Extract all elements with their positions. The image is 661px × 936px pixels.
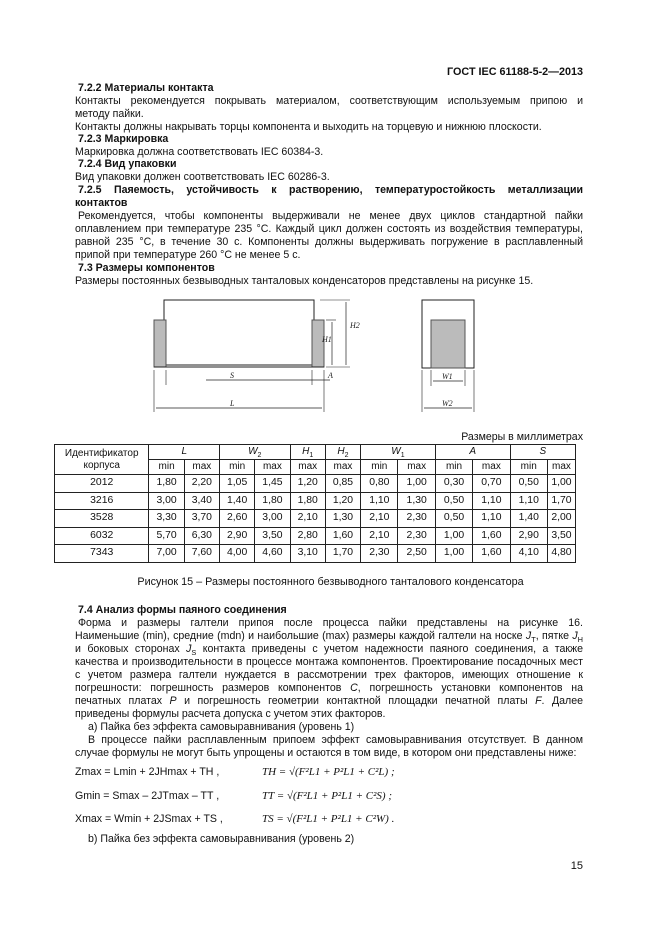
sub-max: max xyxy=(547,460,575,475)
table-cell: 1,60 xyxy=(473,545,510,563)
sub-min: min xyxy=(510,460,547,475)
table-cell: 3,40 xyxy=(184,492,219,510)
table-cell: 5,70 xyxy=(149,527,184,545)
label-h1: H1 xyxy=(322,335,332,344)
section-7-2-4-title: 7.2.4 Вид упаковки xyxy=(78,158,177,170)
table-cell: 1,80 xyxy=(149,475,184,493)
table-cell: 2,90 xyxy=(220,527,255,545)
table-cell: 1,80 xyxy=(290,492,325,510)
formula-th: TH = √(F²L1 + P²L1 + C²L) ; xyxy=(262,766,395,778)
section-7-3-title: 7.3 Размеры компонентов xyxy=(78,262,215,274)
section-7-2-2-paragraph-1b: методу пайки. xyxy=(75,108,144,120)
id-header-cell: Идентификатор корпуса xyxy=(55,445,149,475)
section-7-2-3-title: 7.2.3 Маркировка xyxy=(78,133,169,145)
section-7-4-paragraph-5: с учетом размера галтели нуждается в рассмотрении трех факторов, имеющих отношение к xyxy=(75,669,583,681)
item-a: а) Пайка без эффекта самовыравнивания (уровень 1) xyxy=(88,721,355,733)
label-h2: H2 xyxy=(350,321,360,330)
end-view-termination xyxy=(431,320,465,368)
table-cell: 2,30 xyxy=(398,527,435,545)
table-cell: 1,10 xyxy=(510,492,547,510)
table-cell: 4,80 xyxy=(547,545,575,563)
item-b: b) Пайка без эффекта самовыравнивания (уровень 2) xyxy=(88,833,355,845)
section-7-4-paragraph-3: и боковых сторонах $J_S$ контакта приведены с учетом надежности паяного соединения, а также xyxy=(75,643,583,658)
table-cell: 1,30 xyxy=(325,510,360,528)
table-row xyxy=(55,510,576,528)
sub-max: max xyxy=(473,460,510,475)
table-cell: 2,50 xyxy=(398,545,435,563)
sub-max: max xyxy=(290,460,325,475)
section-7-2-2-paragraph-2: Контакты должны накрывать торцы компонента и выходить на торцевую и нижнюю плоскости. xyxy=(75,121,542,133)
table-cell: 4,00 xyxy=(220,545,255,563)
table-cell: 4,60 xyxy=(255,545,290,563)
table-cell: 2,10 xyxy=(361,510,398,528)
table-cell: 1,40 xyxy=(510,510,547,528)
dimensions-table xyxy=(54,444,576,563)
sub-max: max xyxy=(184,460,219,475)
table-row xyxy=(55,545,576,563)
section-7-2-5-paragraph-3: равной 235 °С, в течение 30 с. Компоненты должны выдерживать погружение в расплавленный xyxy=(75,236,583,248)
formula-zmax: Zmax = Lmin + 2JHmax + TH , xyxy=(75,766,220,778)
table-cell: 1,00 xyxy=(547,475,575,493)
table-cell: 3,70 xyxy=(184,510,219,528)
sub-min: min xyxy=(149,460,184,475)
section-7-4-paragraph-2: Наименьшие (min), средние (mdn) и наибольшие (max) размеры каждой галтели на носке $J_T$, пятке $J_H$ xyxy=(75,630,583,645)
section-7-2-5-title-b: контактов xyxy=(75,197,128,209)
table-cell: 2,00 xyxy=(547,510,575,528)
table-cell: 1,05 xyxy=(220,475,255,493)
table-cell: 2,30 xyxy=(361,545,398,563)
table-cell: 1,10 xyxy=(473,510,510,528)
section-7-2-5-paragraph-2: оплавлением при температуре 235 °С. Каждый цикл должен состоять из воздействия температуры, xyxy=(75,223,583,235)
table-cell: 1,00 xyxy=(435,527,472,545)
col-header-l: L xyxy=(149,445,220,460)
table-cell: 0,50 xyxy=(435,492,472,510)
capacitor-body-outline xyxy=(164,300,314,365)
table-cell: 1,60 xyxy=(325,527,360,545)
table-units: Размеры в миллиметрах xyxy=(461,431,583,443)
table-cell-id: 3216 xyxy=(55,492,149,510)
table-cell: 2,60 xyxy=(220,510,255,528)
section-7-3-paragraph: Размеры постоянных безвыводных танталовых конденсаторов представлены на рисунке 15. xyxy=(75,275,534,287)
section-7-2-5-paragraph-1: Рекомендуется, чтобы компоненты выдерживали не менее двух циклов стандартной пайки xyxy=(78,210,583,222)
label-w2: W2 xyxy=(442,399,453,408)
section-7-4-paragraph-8: приведены формулы расчета допуска с учетом этих факторов. xyxy=(75,708,386,720)
table-cell: 4,10 xyxy=(510,545,547,563)
table-cell: 1,00 xyxy=(398,475,435,493)
section-7-2-5-title-a: 7.2.5 Паяемость, устойчивость к растворению, температуростойкость металлизации xyxy=(78,184,583,196)
table-cell: 2,20 xyxy=(184,475,219,493)
table-cell: 1,40 xyxy=(220,492,255,510)
capacitor-dimension-drawing xyxy=(150,290,480,420)
label-l: L xyxy=(230,399,235,408)
sub-max: max xyxy=(325,460,360,475)
table-row xyxy=(55,492,576,510)
table-cell: 2,80 xyxy=(290,527,325,545)
table-cell: 7,00 xyxy=(149,545,184,563)
table-cell-id: 2012 xyxy=(55,475,149,493)
label-s: S xyxy=(230,371,234,380)
table-body xyxy=(55,475,576,563)
col-header-h2: $H_2$ xyxy=(325,445,360,460)
section-7-2-4-paragraph: Вид упаковки должен соответствовать IEC 60286-3. xyxy=(75,171,330,183)
col-header-w2: $W_2$ xyxy=(220,445,291,460)
page-number: 15 xyxy=(570,860,583,872)
table-row xyxy=(55,527,576,545)
table-cell: 3,00 xyxy=(255,510,290,528)
col-header-w1: $W_1$ xyxy=(361,445,436,460)
section-7-4-paragraph-6: погрешности: погрешность размеров компонентов C, погрешность установки компонентов на xyxy=(75,682,583,694)
table-cell-id: 3528 xyxy=(55,510,149,528)
table-cell: 3,30 xyxy=(149,510,184,528)
table-cell-id: 7343 xyxy=(55,545,149,563)
table-cell: 0,30 xyxy=(435,475,472,493)
sub-max: max xyxy=(398,460,435,475)
table-cell-id: 6032 xyxy=(55,527,149,545)
figure-caption: Рисунок 15 – Размеры постоянного безвыводного танталового конденсатора xyxy=(137,576,524,588)
table-cell: 1,60 xyxy=(473,527,510,545)
table-cell: 2,30 xyxy=(398,510,435,528)
sub-max: max xyxy=(255,460,290,475)
table-cell: 1,70 xyxy=(325,545,360,563)
table-cell: 1,30 xyxy=(398,492,435,510)
section-7-2-2-title: 7.2.2 Материалы контакта xyxy=(78,82,214,94)
formula-gmin: Gmin = Smax – 2JTmax – TT , xyxy=(75,790,220,802)
section-7-4-paragraph-9: В процессе пайки расплавленным припоем эффект самовыравнивания отсутствует. В данном xyxy=(88,734,583,746)
label-a: A xyxy=(328,371,333,380)
formula-xmax: Xmax = Wmin + 2JSmax + TS , xyxy=(75,813,223,825)
table-cell: 2,10 xyxy=(290,510,325,528)
sub-min: min xyxy=(220,460,255,475)
table-cell: 1,00 xyxy=(435,545,472,563)
sub-min: min xyxy=(361,460,398,475)
section-7-2-2-paragraph-1a: Контакты рекомендуется покрывать материалом, соответствующим используемым припою и xyxy=(75,95,583,107)
formula-ts: TS = √(F²L1 + P²L1 + C²W) . xyxy=(262,813,395,825)
table-cell: 0,80 xyxy=(361,475,398,493)
section-7-4-paragraph-1: Форма и размеры галтели припоя после процесса пайки представлены на рисунке 16. xyxy=(78,617,583,629)
section-7-4-title: 7.4 Анализ формы паяного соединения xyxy=(78,604,287,616)
table-cell: 3,10 xyxy=(290,545,325,563)
section-7-2-3-paragraph: Маркировка должна соответствовать IEC 60384-3. xyxy=(75,146,324,158)
table-cell: 1,80 xyxy=(255,492,290,510)
table-cell: 2,90 xyxy=(510,527,547,545)
table-cell: 7,60 xyxy=(184,545,219,563)
table-cell: 3,50 xyxy=(547,527,575,545)
table-cell: 1,20 xyxy=(325,492,360,510)
table-cell: 0,70 xyxy=(473,475,510,493)
table-cell: 1,10 xyxy=(473,492,510,510)
section-7-4-paragraph-10: случае формулы не могут быть упрощены и остаются в том виде, в котором они представлены ниже: xyxy=(75,747,577,759)
col-header-s: S xyxy=(510,445,575,460)
table-cell: 3,50 xyxy=(255,527,290,545)
table-cell: 0,50 xyxy=(510,475,547,493)
section-7-4-paragraph-4: качества и производительности в процессе монтажа компонентов. Проектирование посадочных мест xyxy=(75,656,583,668)
formula-tt: TT = √(F²L1 + P²L1 + C²S) ; xyxy=(262,790,392,802)
table-cell: 6,30 xyxy=(184,527,219,545)
label-w1: W1 xyxy=(442,372,453,381)
col-header-h1: $H_1$ xyxy=(290,445,325,460)
left-termination xyxy=(154,320,166,367)
sub-min: min xyxy=(435,460,472,475)
section-7-2-5-paragraph-4: припой при температуре 260 °С не менее 5 с. xyxy=(75,249,301,261)
table-cell: 1,20 xyxy=(290,475,325,493)
section-7-4-paragraph-7: печатных платах P и погрешность геометрии контактной площадки печатной платы F. Далее xyxy=(75,695,584,707)
col-header-a: A xyxy=(435,445,510,460)
document-standard-header: ГОСТ IEC 61188-5-2—2013 xyxy=(447,66,583,78)
table-cell: 1,10 xyxy=(361,492,398,510)
table-cell: 2,10 xyxy=(361,527,398,545)
table-row xyxy=(55,475,576,493)
table-cell: 1,45 xyxy=(255,475,290,493)
table-cell: 0,50 xyxy=(435,510,472,528)
table-cell: 3,00 xyxy=(149,492,184,510)
table-cell: 1,70 xyxy=(547,492,575,510)
table-cell: 0,85 xyxy=(325,475,360,493)
